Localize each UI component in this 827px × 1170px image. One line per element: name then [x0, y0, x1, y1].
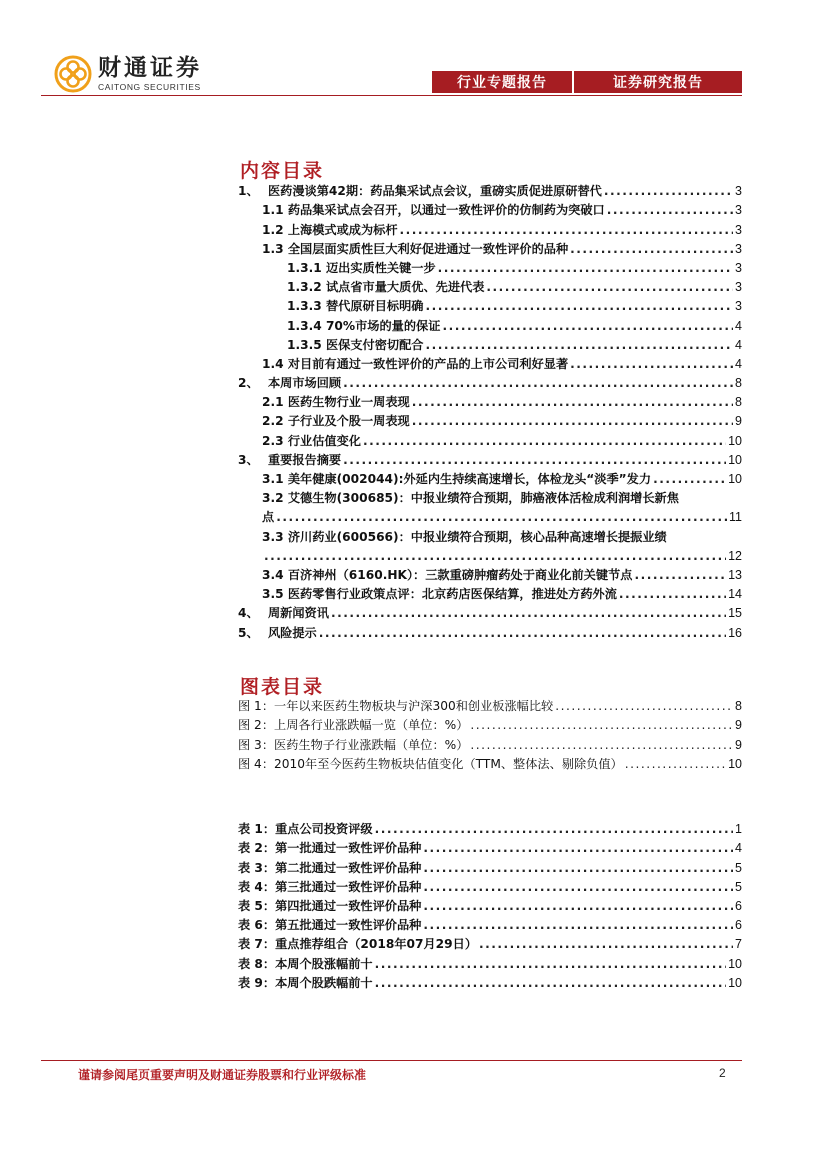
tables-list	[238, 818, 742, 991]
figures-list	[238, 695, 742, 772]
toc-item[interactable]: 3.2 艾德生物(300685)：中报业绩符合预期，肺癌液体活检成利润增长新焦 点 ..... 11	[238, 487, 742, 525]
toc-item[interactable]: 1.3.2 试点省市量大质优、先进代表 ..... 3	[238, 276, 742, 295]
table-item[interactable]: 表 6：第五批通过一致性评价品种 ..... 6	[238, 914, 742, 933]
page-number: 2	[719, 1066, 726, 1080]
toc-item[interactable]: 3、 重要报告摘要 ..... 10	[238, 449, 742, 468]
toc-item[interactable]: 3.4 百济神州（6160.HK）：三款重磅肿瘤药处于商业化前关键节点 ..... 13	[238, 564, 742, 583]
contents-list	[238, 180, 742, 641]
table-item[interactable]: 表 7：重点推荐组合（2018年07月29日） ..... 7	[238, 933, 742, 952]
toc-item[interactable]: 3.5 医药零售行业政策点评：北京药店医保结算，推进处方药外流 ..... 14	[238, 583, 742, 602]
toc-item[interactable]: 5、 风险提示 ..... 16	[238, 621, 742, 640]
figure-item[interactable]: 图 1：一年以来医药生物板块与沪深300和创业板涨幅比较 ..... 8	[238, 695, 742, 714]
figure-item[interactable]: 图 4：2010年至今医药生物板块估值变化（TTM、整体法、剔除负值） ..... 10	[238, 753, 742, 772]
toc-item[interactable]: 3.3 济川药业(600566)：中报业绩符合预期，核心品种高速增长提振业绩 ..... 12	[238, 525, 742, 563]
footer-disclaimer: 谨请参阅尾页重要声明及财通证券股票和行业评级标准	[78, 1068, 367, 1082]
table-item[interactable]: 表 4：第三批通过一致性评价品种 ..... 5	[238, 876, 742, 895]
industry-report-tag: 行业专题报告	[432, 71, 574, 93]
figure-item[interactable]: 图 3：医药生物子行业涨跌幅（单位：%） ..... 9	[238, 733, 742, 752]
report-type-bar	[432, 71, 742, 93]
toc-item[interactable]: 1.3.1 迈出实质性关键一步 ..... 3	[238, 257, 742, 276]
toc-item[interactable]: 4、 周新闻资讯 ..... 15	[238, 602, 742, 621]
contents-title: 内容目录	[240, 160, 325, 182]
page-header	[0, 0, 827, 100]
research-report-tag: 证券研究报告	[574, 71, 742, 93]
toc-item[interactable]: 2.3 行业估值变化 ..... 10	[238, 429, 742, 448]
toc-item[interactable]: 1.3.5 医保支付密切配合 ..... 4	[238, 334, 742, 353]
caitong-logo-icon	[54, 55, 92, 93]
toc-item[interactable]: 2、 本周市场回顾 ..... 8	[238, 372, 742, 391]
table-item[interactable]: 表 1：重点公司投资评级 ..... 1	[238, 818, 742, 837]
table-item[interactable]: 表 3：第二批通过一致性评价品种 ..... 5	[238, 856, 742, 875]
toc-item[interactable]: 1.3 全国层面实质性巨大利好促进通过一致性评价的品种 ..... 3	[238, 238, 742, 257]
figures-title: 图表目录	[240, 676, 325, 698]
toc-item[interactable]: 2.2 子行业及个股一周表现 ..... 9	[238, 410, 742, 429]
table-item[interactable]: 表 5：第四批通过一致性评价品种 ..... 6	[238, 895, 742, 914]
toc-item[interactable]: 1.3.3 替代原研目标明确 ..... 3	[238, 295, 742, 314]
brand-name-en: CAITONG SECURITIES	[98, 82, 201, 92]
table-item[interactable]: 表 8：本周个股涨幅前十 ..... 10	[238, 952, 742, 971]
brand-name-cn: 财通证券	[98, 55, 202, 81]
toc-item[interactable]: 1.2 上海模式或成为标杆 ..... 3	[238, 218, 742, 237]
table-item[interactable]: 表 2：第一批通过一致性评价品种 ..... 4	[238, 837, 742, 856]
toc-item[interactable]: 1.1 药品集采试点会召开，以通过一致性评价的仿制药为突破口 ..... 3	[238, 199, 742, 218]
footer-divider	[41, 1060, 742, 1061]
brand	[98, 55, 202, 92]
toc-item[interactable]: 1.4 对目前有通过一致性评价的产品的上市公司利好显著 ..... 4	[238, 353, 742, 372]
table-item[interactable]: 表 9：本周个股跌幅前十 ..... 10	[238, 972, 742, 991]
toc-item[interactable]: 1.3.4 70%市场的量的保证 ..... 4	[238, 314, 742, 333]
toc-item[interactable]: 2.1 医药生物行业一周表现 ..... 8	[238, 391, 742, 410]
header-divider	[41, 95, 742, 96]
figure-item[interactable]: 图 2：上周各行业涨跌幅一览（单位：%） ..... 9	[238, 714, 742, 733]
toc-item[interactable]: 1、 医药漫谈第42期：药品集采试点会议，重磅实质促进原研替代 ..... 3	[238, 180, 742, 199]
toc-item[interactable]: 3.1 美年健康(002044):外延内生持续高速增长，体检龙头“淡季”发力 ..... 10	[238, 468, 742, 487]
